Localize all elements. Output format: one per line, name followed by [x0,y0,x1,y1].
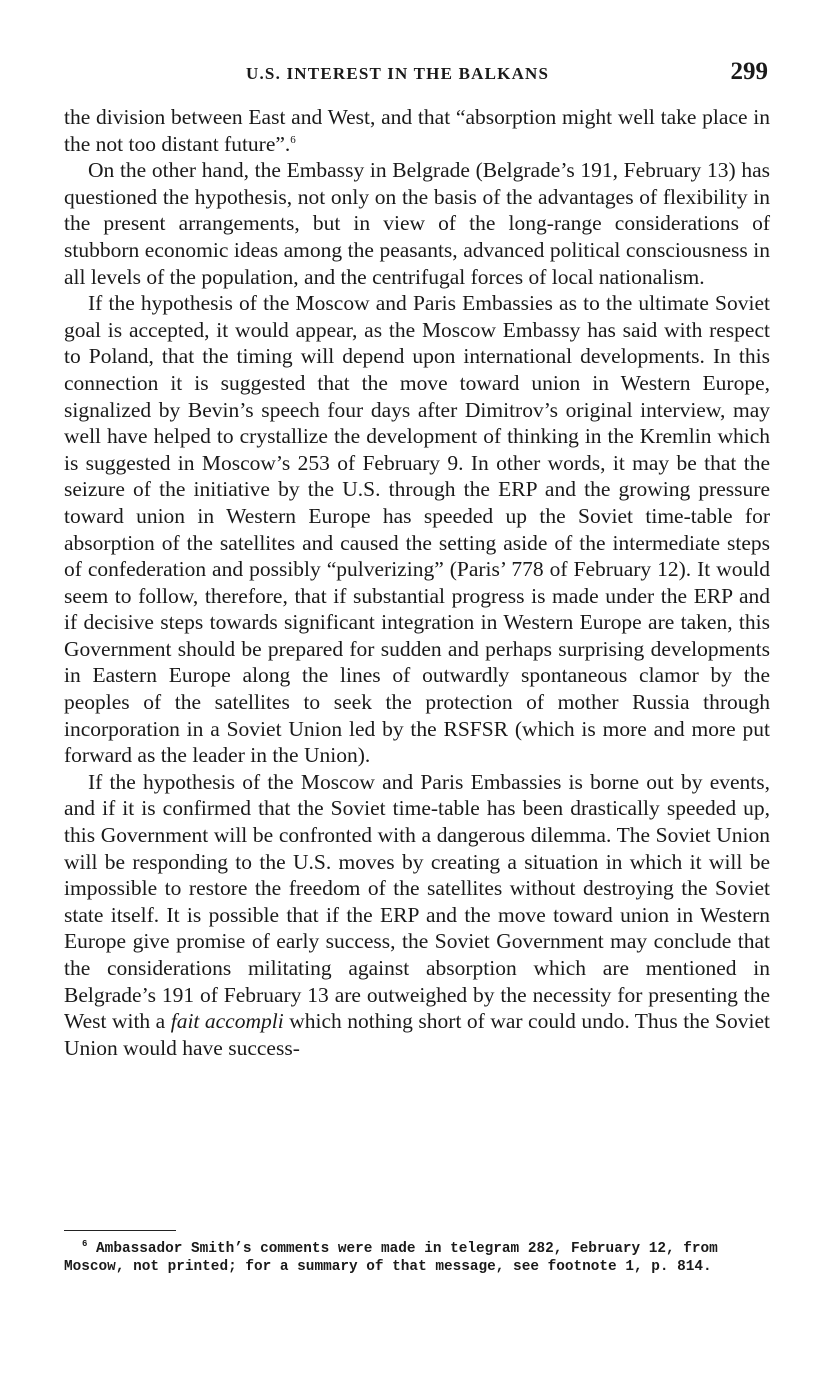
paragraph-3 [64,290,770,769]
footnote-divider [64,1230,176,1231]
page-header [64,58,768,92]
body-text [64,104,770,1061]
paragraph-4-text-end: which nothing short of war could undo. Thus the Soviet Union would have success- [64,1009,771,1060]
footnote-reference: 6 [290,133,296,146]
paragraph-1 [64,104,770,157]
paragraph-4 [64,769,770,1062]
paragraph-3-text: If the hypothesis of the Moscow and Paris Embassies as to the ultimate Soviet goal is accepted, it would appear, as the Moscow Embassy has said with respect to Poland, that the timing will depend upon international developments. In this connection it is suggested that the move toward union in Western Europe, signalized by Bevin’s speech four days after Dimitrov’s original interview, may well have helped to crystallize the development of thinking in the Kremlin which is suggested in Moscow’s 253 of February 9. In other words, it may be that the seizure of the initiative by the U.S. through the ERP and the growing pressure toward union in Western Europe has speeded up the Soviet time-table for absorption of the satellites and caused the setting aside of the intermediate steps of confederation and possibly “pulverizing” (Paris’ 778 of February 12). It would seem to follow, therefore, that if substantial progress is made under the ERP and if decisive steps towards significant integration in Western Europe are taken, this Government should be prepared for sudden and perhaps surprising developments in Eastern Europe along the lines of outwardly spontaneous clamor by the peoples of the satellites to seek the protection of mother Russia through incorporation in a Soviet Union led by the RSFSR (which is more and more put forward as the leader in the Union). [64,291,770,768]
paragraph-2 [64,157,770,290]
footnote [64,1240,770,1276]
footnote-text: Ambassador Smith’s comments were made in telegram 282, February 12, from Moscow, not printed; for a summary of that message, see footnote 1, p. 814. [64,1241,718,1275]
italic-phrase: fait accompli [170,1009,284,1034]
page-number: 299 [730,58,768,85]
running-head: U.S. INTEREST IN THE BALKANS [246,64,550,83]
paragraph-1-text: the division between East and West, and that “absorption might well take place in the not too distant future”. [64,105,770,156]
paragraph-4-text-start: If the hypothesis of the Moscow and Paris Embassies is borne out by events, and if it is confirmed that the Soviet time-table has been drastically speeded up, this Government will be confronted with a dangerous dilemma. The Soviet Union will be responding to the U.S. moves by creating a situation in which it will be impossible to restore the freedom of the satellites without destroying the Soviet state itself. It is possible that if the ERP and the move toward union in Western Europe give promise of early success, the Soviet Government may conclude that the considerations militating against absorption which are mentioned in Belgrade’s 191 of February 13 are outweighed by the necessity for presenting the West with a [64,769,770,1034]
footnote-marker: 6 [82,1239,88,1250]
paragraph-2-text: On the other hand, the Embassy in Belgrade (Belgrade’s 191, February 13) has questioned the hypothesis, not only on the basis of the advantages of flexibility in the present arrangements, but in view of the long-range considerations of stubborn economic ideas among the peasants, advanced political consciousness in all levels of the population, and the centrifugal forces of local nationalism. [64,158,770,289]
